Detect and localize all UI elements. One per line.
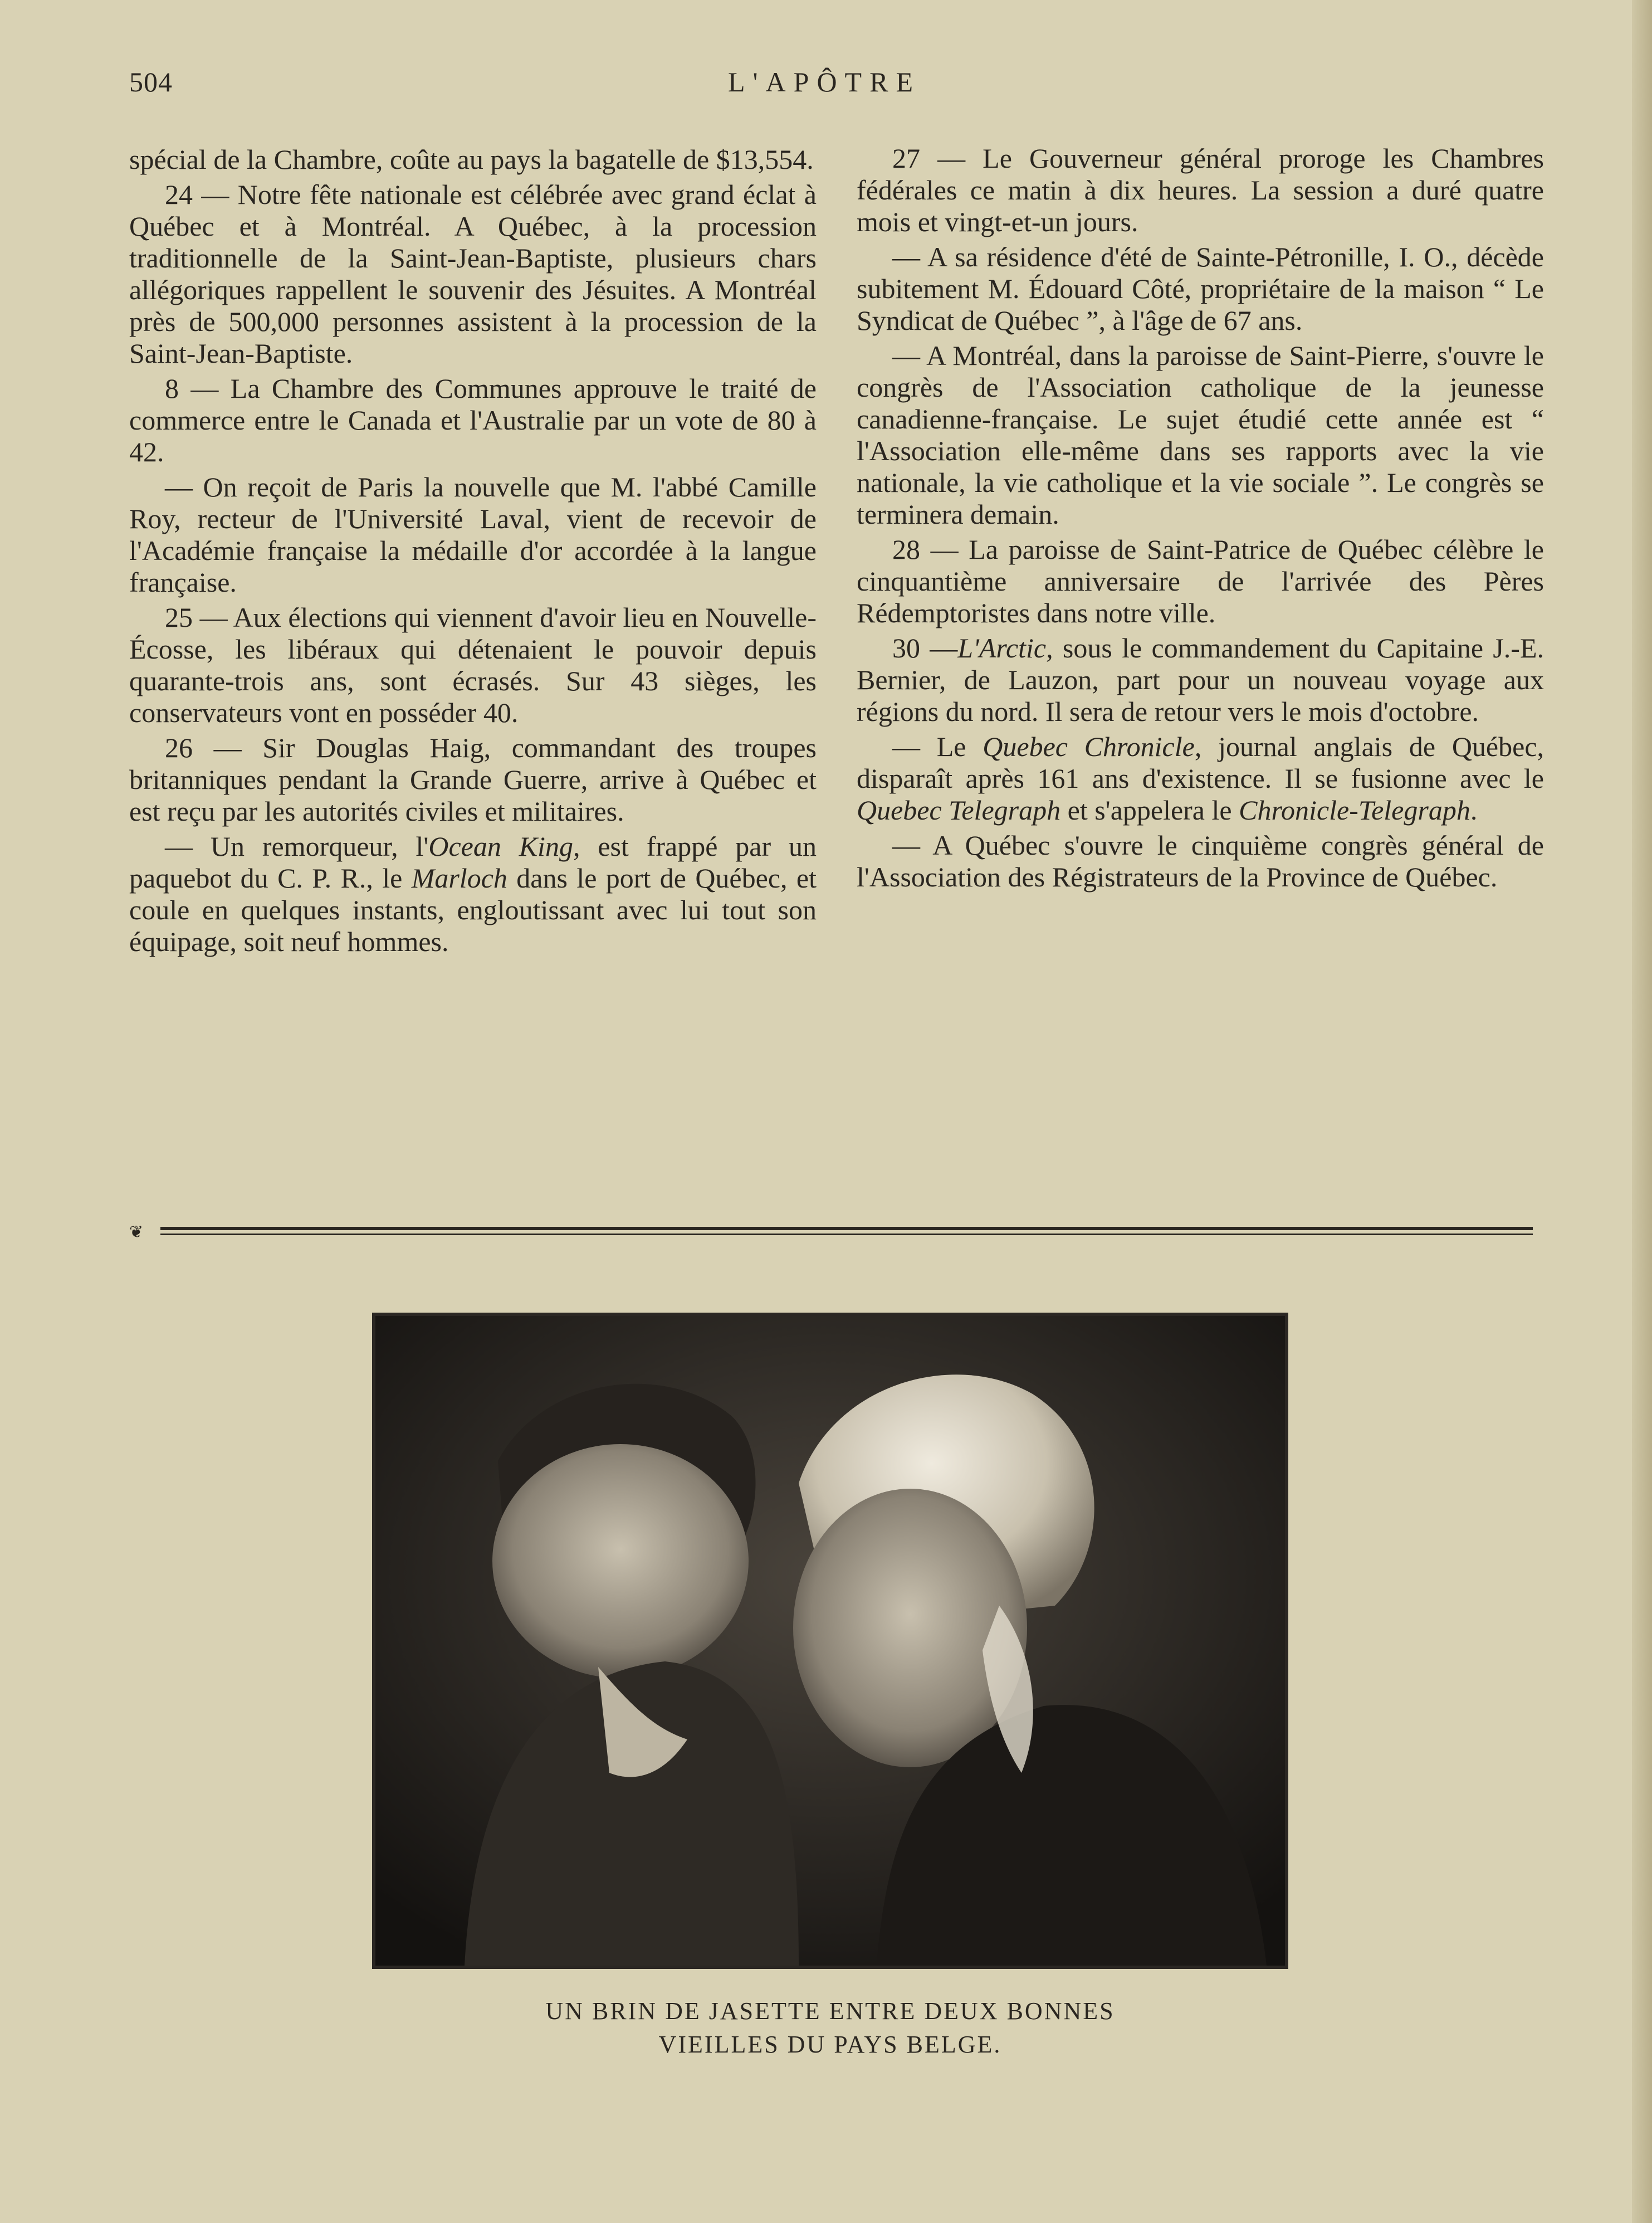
paragraph: 26 — Sir Douglas Haig, commandant des troupes britanniques pendant la Grande Guerre, arrive à Québec et est reçu par les autorités civiles et militaires. — [129, 732, 817, 827]
text-run: 30 — — [892, 632, 958, 664]
text-run: , journal anglais de Québec, disparaît après 161 ans d'existence. Il se fusionne avec le — [857, 731, 1545, 794]
paragraph-chronicle — [857, 731, 1544, 826]
paragraph-arctic — [857, 632, 1544, 728]
paragraph: — A sa résidence d'été de Sainte-Pétronille, I. O., décède subitement M. Édouard Côté, propriétaire de la maison “ Le Syndicat de Québec ”, à l'âge de 67 ans. — [857, 241, 1544, 336]
ship-name: L'Arctic, — [957, 632, 1053, 664]
right-column — [857, 143, 1544, 896]
left-column — [129, 144, 817, 961]
caption-line: VIEILLES DU PAYS BELGE. — [658, 2031, 1002, 2058]
paragraph: — A Québec s'ouvre le cinquième congrès général de l'Association des Régistrateurs de la Province de Québec. — [857, 830, 1544, 893]
newspaper-name: Chronicle-Telegraph — [1239, 794, 1470, 826]
text-run: sous le commandement du Capitaine J.-E. Bernier, de Lauzon, part pour un nouveau voyage aux régions du nord. Il sera de retour vers le mois d'octobre. — [857, 632, 1544, 727]
paragraph: 8 — La Chambre des Communes approuve le traité de commerce entre le Canada et l'Australie par un vote de 80 à 42. — [129, 373, 817, 467]
running-title: L'APÔTRE — [727, 66, 921, 98]
photograph — [372, 1313, 1288, 1969]
paragraph: 28 — La paroisse de Saint-Patrice de Québec célèbre le cinquantième anniversaire de l'arrivée des Pères Rédemptoristes dans notre ville. — [857, 534, 1544, 628]
paragraph: 27 — Le Gouverneur général proroge les Chambres fédérales ce matin à dix heures. La session a duré quatre mois et vingt-et-un jours. — [857, 143, 1544, 237]
text-run: — Le — [892, 731, 983, 762]
section-divider — [129, 1223, 1533, 1241]
text-run: dans le port de Québec, et coule en quelques instants, engloutissant avec lui tout son équipage, soit neuf hommes. — [129, 862, 817, 957]
divider-thin-line — [160, 1234, 1533, 1235]
ship-name: Ocean King — [428, 831, 573, 862]
photo-caption — [372, 1995, 1288, 2061]
paragraph: spécial de la Chambre, coûte au pays la bagatelle de $13,554. — [129, 144, 814, 175]
page-edge — [1632, 0, 1652, 2223]
text-run: . — [1470, 794, 1478, 826]
newspaper-name: Quebec Telegraph — [857, 794, 1061, 826]
text-run: — Un remorqueur, l' — [165, 831, 429, 862]
paragraph: 24 — Notre fête nationale est célébrée avec grand éclat à Québec et à Montréal. A Québec, à la procession traditionnelle de la Saint-Jean-Baptiste, plusieurs chars allégoriques rappellent le souvenir des Jésuites. A Montréal près de 500,000 personnes assistent à la procession de la Saint-Jean-Baptiste. — [129, 179, 817, 369]
page-number: 504 — [129, 66, 173, 98]
photograph-two-women — [375, 1316, 1285, 1966]
text-run: et s'appelera le — [1060, 794, 1239, 826]
ship-name: Marloch — [411, 862, 507, 894]
newspaper-name: Quebec Chronicle — [983, 731, 1195, 762]
text-run: , est frappé par un paquebot du C. P. R., le — [129, 831, 817, 894]
caption-line: UN BRIN DE JASETTE ENTRE DEUX BONNES — [545, 1997, 1115, 2025]
divider-thick-line — [160, 1227, 1533, 1230]
paragraph: — A Montréal, dans la paroisse de Saint-Pierre, s'ouvre le congrès de l'Association catholique de la jeunesse canadienne-française. Le sujet étudié cette année est “ l'Association elle-même dans ses rapports avec la vie nationale, la vie catholique et la vie sociale ”. Le congrès se terminera demain. — [857, 340, 1544, 530]
fleuron-icon: ❦ — [129, 1223, 144, 1241]
paragraph: — On reçoit de Paris la nouvelle que M. l'abbé Camille Roy, recteur de l'Université Laval, vient de recevoir de l'Académie française la médaille d'or accordée à la langue française. — [129, 471, 817, 598]
paragraph: 25 — Aux élections qui viennent d'avoir lieu en Nouvelle-Écosse, les libéraux qui détenaient le pouvoir depuis quarante-trois ans, sont écrasés. Sur 43 sièges, les conservateurs vont en posséder 40. — [129, 602, 817, 728]
paragraph-tugboat — [129, 831, 817, 958]
